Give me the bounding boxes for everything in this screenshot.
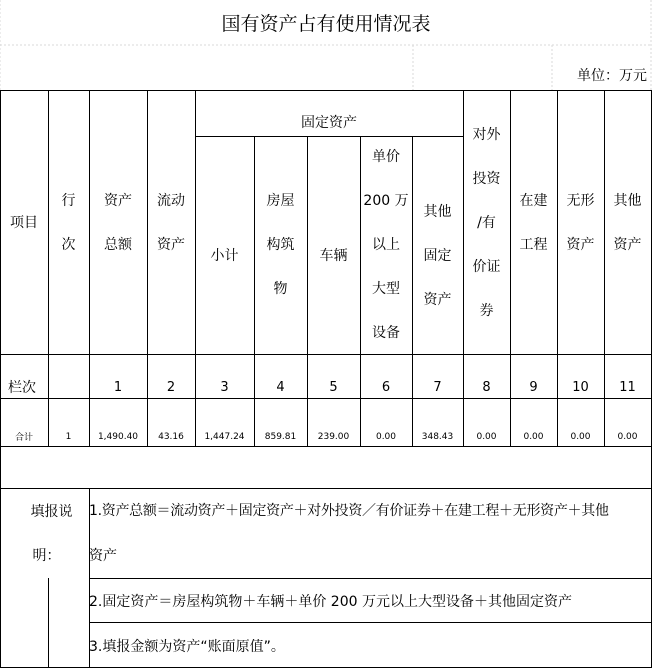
header-investments: 对外 投资 /有 价证 券: [472, 126, 501, 319]
column-number: 8: [482, 379, 491, 395]
header-line-no: 行 次: [61, 192, 76, 253]
column-number: 11: [619, 379, 636, 395]
header-large-equipment: 单价 200 万 以上 大型 设备: [363, 149, 409, 341]
total-value: 239.00: [317, 431, 350, 442]
note-3: 3.填报金额为资产“账面原值”。: [89, 638, 285, 655]
total-value: 0.00: [375, 431, 397, 442]
total-label: 合计: [14, 433, 33, 443]
total-value: 348.43: [421, 431, 454, 442]
column-number: 9: [529, 379, 538, 395]
header-intangible: 无形 资产: [566, 192, 595, 253]
header-subtotal: 小计: [210, 248, 239, 264]
total-value: 0.00: [523, 431, 544, 442]
header-item: 项目: [10, 214, 38, 231]
total-value: 0.00: [476, 431, 497, 442]
notes-label: 填报说 明：: [30, 503, 73, 564]
header-other-assets: 其他 资产: [613, 192, 642, 253]
column-number: 1: [113, 379, 123, 395]
total-value: 0.00: [617, 431, 638, 442]
total-value: 43.16: [158, 431, 184, 442]
table-title: 国有资产占有使用情况表: [221, 13, 431, 35]
column-number: 3: [220, 379, 229, 395]
column-number: 5: [329, 379, 338, 395]
note-2: 2.固定资产＝房屋构筑物＋车辆＋单价 200 万元以上大型设备＋其他固定资产: [89, 594, 572, 610]
header-other-fixed: 其他 固定 资产: [423, 204, 452, 308]
column-number: 4: [276, 379, 285, 395]
total-value: 859.81: [264, 431, 297, 442]
header-fixed-assets-group: 固定资产: [301, 115, 357, 131]
header-current-assets: 流动 资产: [157, 192, 185, 253]
total-line: 1: [65, 431, 72, 442]
unit-label: 单位：万元: [577, 68, 647, 84]
column-number-label: 栏次: [8, 380, 36, 396]
column-number: 6: [381, 379, 391, 395]
header-buildings: 房屋 构筑 物: [266, 193, 295, 297]
column-number: 10: [572, 379, 589, 395]
total-value: 1,490.40: [97, 431, 139, 442]
header-total-assets: 资产 总额: [104, 192, 132, 253]
column-number: 7: [433, 379, 442, 395]
column-number: 2: [166, 379, 176, 395]
total-value: 1,447.24: [204, 431, 245, 442]
header-vehicles: 车辆: [319, 248, 348, 264]
header-construction: 在建 工程: [519, 192, 548, 253]
note-1: 1.资产总额＝流动资产＋固定资产＋对外投资／有价证券＋在建工程＋无形资产＋其他 资产: [89, 502, 609, 564]
total-value: 0.00: [570, 431, 591, 442]
